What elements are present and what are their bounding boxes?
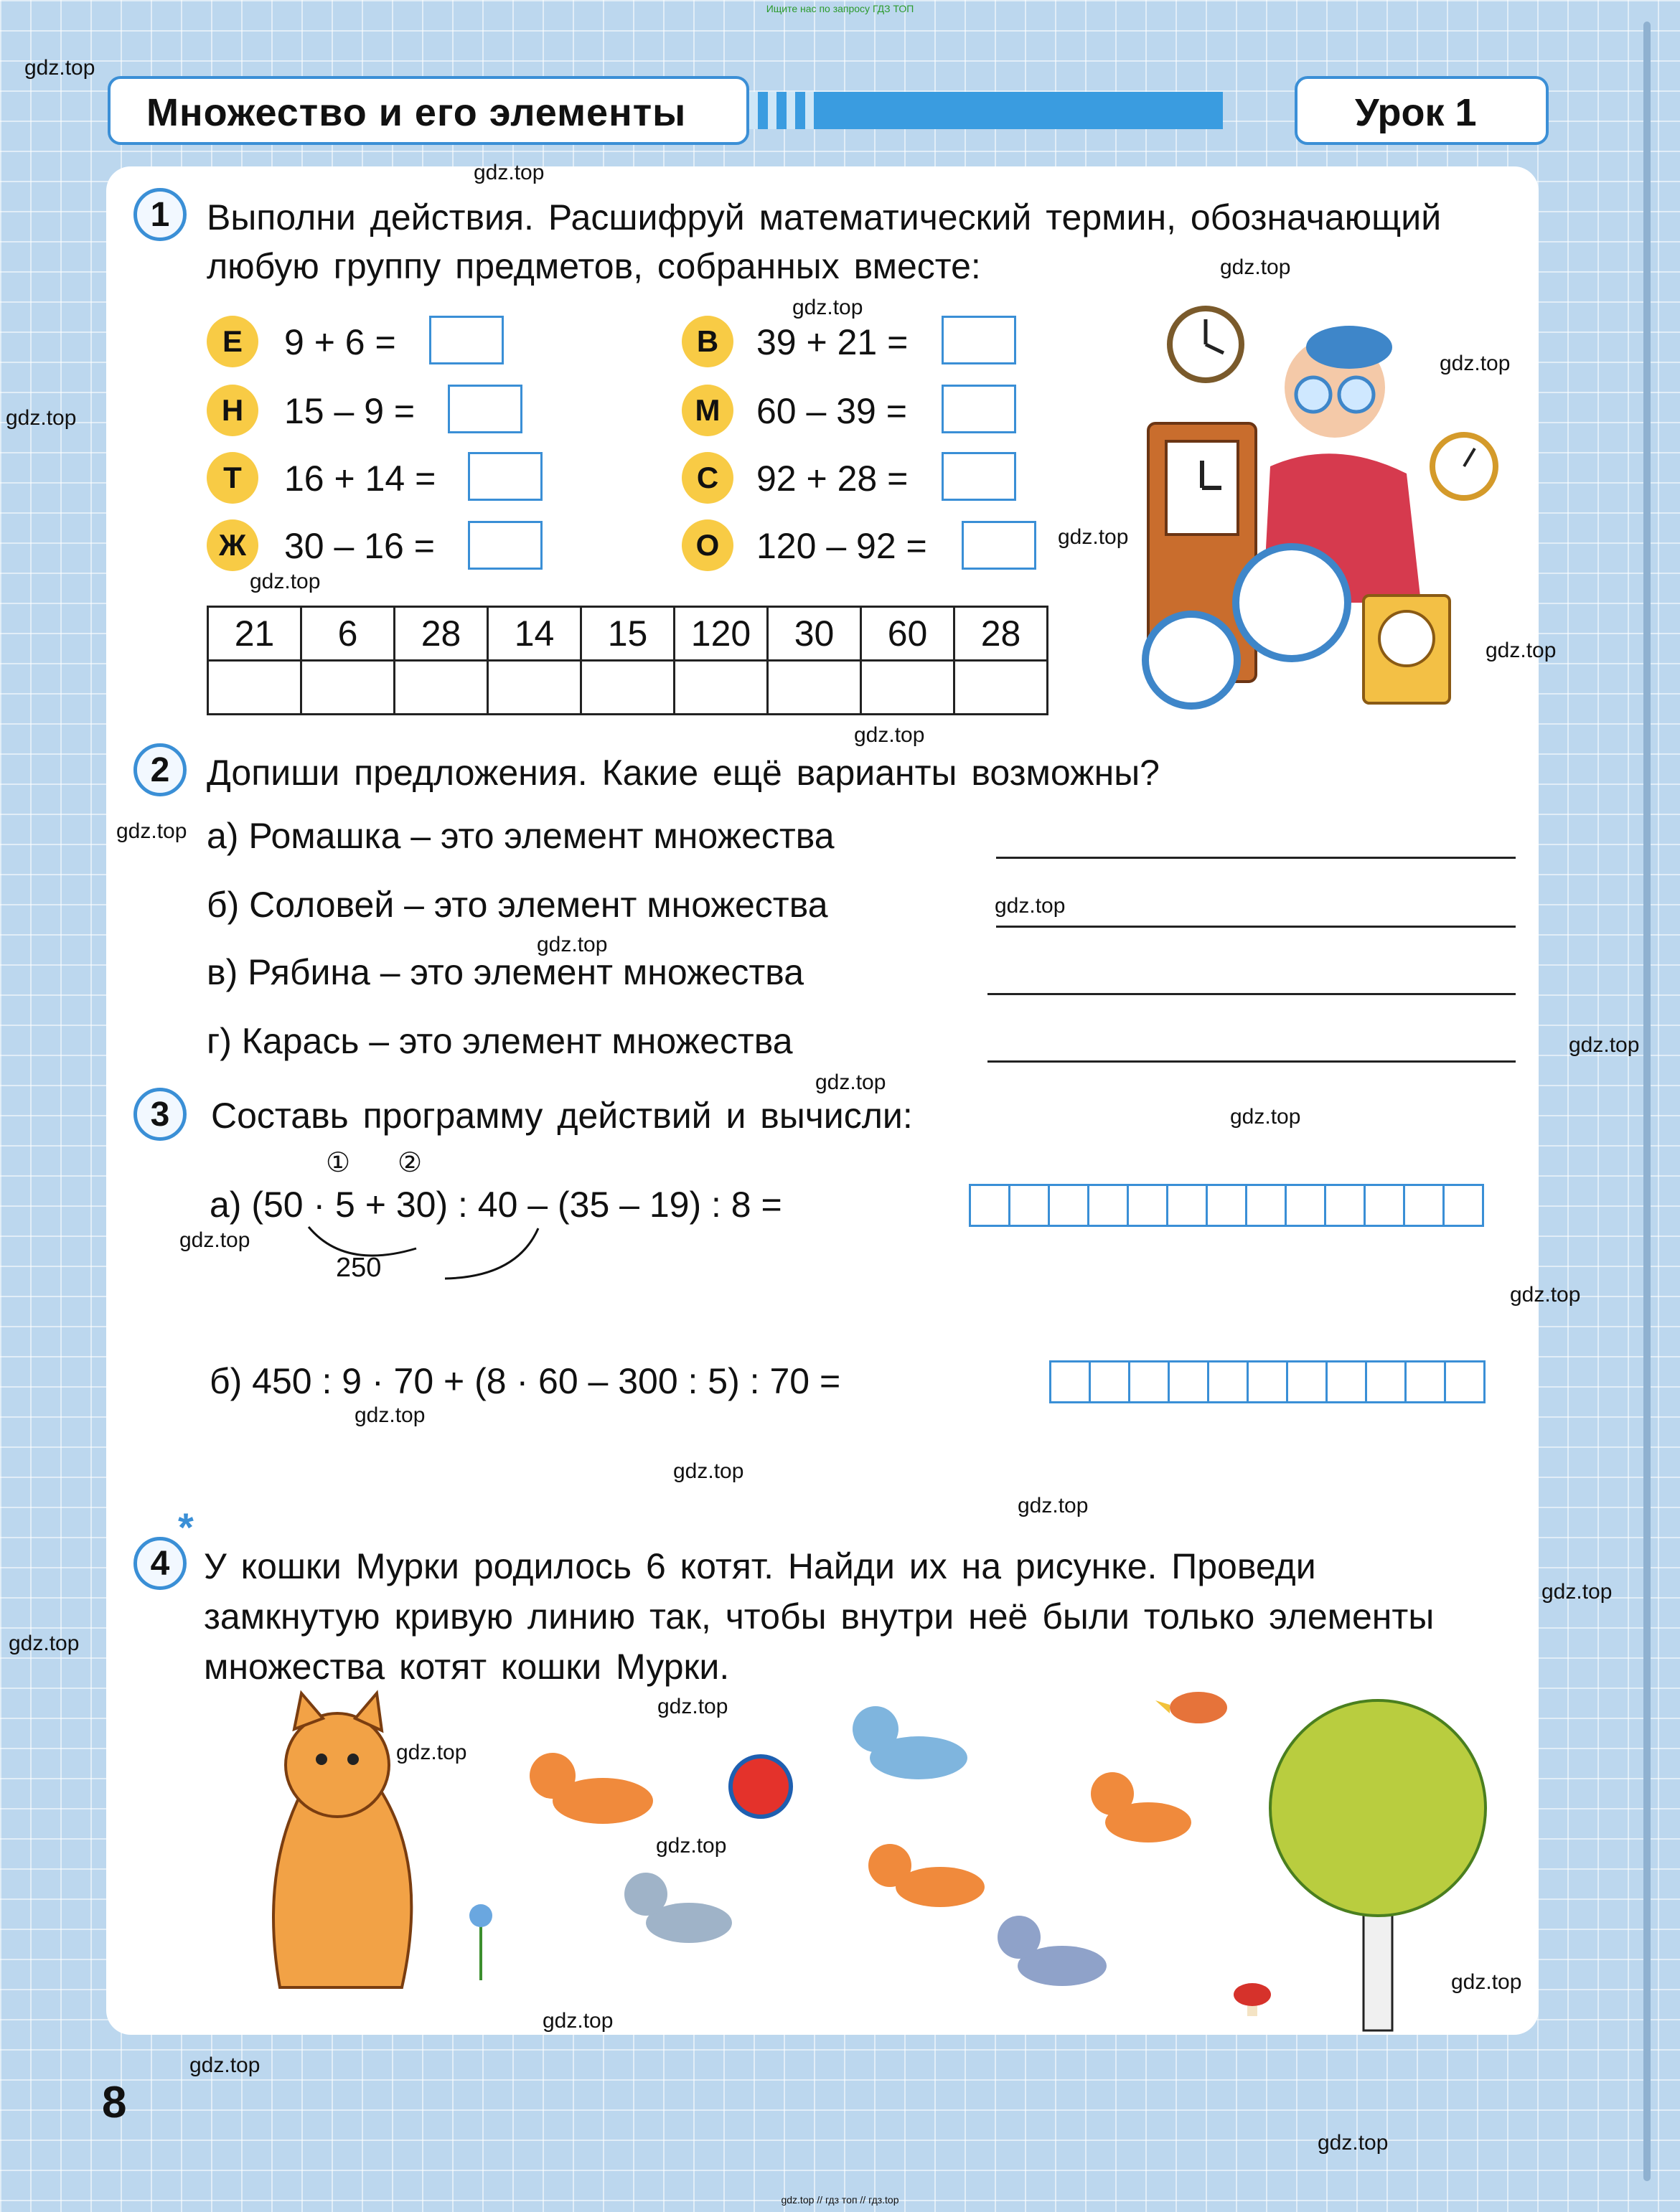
watermark: gdz.top: [1230, 1105, 1301, 1129]
step-mark-2: ②: [398, 1148, 423, 1178]
task4-text-line2: замкнутую кривую линию так, чтобы внутри неё были только элементы: [204, 1596, 1435, 1637]
task-number-1: 1: [133, 188, 187, 241]
bottom-note: gdz.top // гдз топ // гдз.top: [781, 2194, 899, 2206]
watermark: gdz.top: [815, 1070, 886, 1094]
answer-box[interactable]: [429, 316, 504, 364]
letter-input-cell[interactable]: [301, 661, 395, 715]
watermark: gdz.top: [1018, 1494, 1089, 1517]
top-note: Ищите нас по запросу ГДЗ ТОП: [766, 3, 914, 14]
expression: 92 + 28 =: [756, 458, 909, 499]
expression: 9 + 6 =: [284, 322, 396, 362]
mushroom-icon: [1234, 1983, 1271, 2016]
kitten-icon: [868, 1844, 985, 1907]
kittens-illustration: [215, 1679, 1507, 2052]
watermark: gdz.top: [1541, 1580, 1613, 1604]
table-number-cell: 28: [395, 607, 488, 661]
title-box: [108, 76, 749, 145]
letter-input-cell[interactable]: [395, 661, 488, 715]
task1-text-line1: Выполни действия. Расшифруй математический термин, обозначающий: [207, 197, 1442, 237]
task2-text: Допиши предложения. Какие ещё варианты возможны?: [207, 753, 1160, 793]
table-number-cell: 120: [675, 607, 768, 661]
answer-box[interactable]: [468, 521, 543, 570]
expression: 30 – 16 =: [284, 526, 435, 566]
table-number-cell: 15: [581, 607, 675, 661]
step-mark-1: ①: [326, 1148, 351, 1178]
watermark: gdz.top: [995, 894, 1066, 918]
table-number-cell: 60: [861, 607, 954, 661]
watermark: gdz.top: [1440, 352, 1511, 375]
watermark: gdz.top: [1486, 639, 1557, 662]
star-mark: *: [178, 1505, 194, 1550]
watermark: gdz.top: [854, 723, 925, 747]
answer-line[interactable]: [987, 993, 1516, 995]
table-number-cell: 28: [954, 607, 1048, 661]
expression: 60 – 39 =: [756, 391, 907, 431]
kitten-icon: [1091, 1772, 1191, 1842]
letter-badge: Т: [207, 452, 258, 504]
expression: 120 – 92 =: [756, 526, 927, 566]
watermark: gdz.top: [792, 296, 863, 319]
table-number-cell: 30: [768, 607, 861, 661]
answer-box[interactable]: [468, 452, 543, 501]
sentence-item: а) Ромашка – это элемент множества: [207, 816, 835, 856]
letter-input-cell[interactable]: [581, 661, 675, 715]
watermark: gdz.top: [1569, 1033, 1640, 1057]
letter-input-cell[interactable]: [861, 661, 954, 715]
letter-badge: Ж: [207, 519, 258, 571]
task-number-2: 2: [133, 743, 187, 796]
task4-text-line1: У кошки Мурки родилось 6 котят. Найди их на рисунке. Проведи: [204, 1546, 1316, 1586]
watermark: gdz.top: [189, 2053, 261, 2077]
letter-input-cell[interactable]: [488, 661, 581, 715]
letter-badge: М: [682, 385, 733, 436]
lesson-label: Урок 1: [1355, 91, 1477, 134]
watermark: gdz.top: [250, 570, 321, 593]
answer-cells-a[interactable]: [969, 1184, 1482, 1227]
letter-badge: Е: [207, 316, 258, 367]
table-row: [208, 661, 1048, 715]
letter-badge: С: [682, 452, 733, 504]
letter-input-cell[interactable]: [208, 661, 301, 715]
flower-icon: [469, 1904, 492, 1980]
task1-text-line2: любую группу предметов, собранных вместе:: [207, 246, 981, 286]
task-number-4: 4: [133, 1537, 187, 1590]
binder-edge: [1643, 22, 1651, 2181]
answer-box[interactable]: [962, 521, 1036, 570]
watermark: gdz.top: [537, 933, 608, 956]
partial-result: 250: [336, 1253, 382, 1283]
watermark: gdz.top: [396, 1741, 467, 1764]
kitten-icon: [530, 1753, 653, 1824]
watermark: gdz.top: [1510, 1283, 1581, 1307]
decode-table: [207, 606, 1048, 715]
kitten-icon: [853, 1706, 967, 1779]
answer-box[interactable]: [942, 385, 1016, 433]
expression-b: б) 450 : 9 · 70 + (8 · 60 – 300 : 5) : 70 =: [210, 1361, 841, 1401]
ball-icon: [731, 1756, 791, 1817]
watermark: gdz.top: [6, 406, 77, 430]
watermark: gdz.top: [474, 161, 545, 184]
task-number-3: 3: [133, 1088, 187, 1141]
title-band: [749, 92, 1223, 129]
sentence-item: б) Соловей – это элемент множества: [207, 885, 828, 925]
watermark: gdz.top: [355, 1403, 426, 1427]
letter-input-cell[interactable]: [675, 661, 768, 715]
answer-box[interactable]: [942, 316, 1016, 364]
page-number: 8: [102, 2078, 127, 2127]
letter-input-cell[interactable]: [768, 661, 861, 715]
watermark: gdz.top: [656, 1834, 727, 1858]
letter-badge: В: [682, 316, 733, 367]
watermark: gdz.top: [179, 1228, 250, 1252]
task4-text-line3: множества котят кошки Мурки.: [204, 1647, 730, 1687]
expression: 16 + 14 =: [284, 458, 436, 499]
letter-input-cell[interactable]: [954, 661, 1048, 715]
watermark: gdz.top: [1318, 2131, 1389, 2155]
lesson-box: [1295, 76, 1549, 145]
watermark: gdz.top: [116, 819, 187, 843]
page-title: Множество и его элементы: [146, 91, 687, 134]
watermark: gdz.top: [9, 1632, 80, 1655]
answer-box[interactable]: [448, 385, 522, 433]
answer-line[interactable]: [996, 857, 1516, 859]
answer-line[interactable]: [996, 926, 1516, 928]
bird-icon: [1155, 1692, 1227, 1723]
answer-box[interactable]: [942, 452, 1016, 501]
sentence-item: в) Рябина – это элемент множества: [207, 952, 804, 992]
watermark: gdz.top: [1451, 1970, 1522, 1994]
mother-cat-icon: [273, 1693, 411, 1987]
kitten-icon: [998, 1916, 1107, 1986]
table-number-cell: 6: [301, 607, 395, 661]
letter-badge: О: [682, 519, 733, 571]
answer-cells-b[interactable]: [1049, 1360, 1483, 1403]
table-row: [208, 607, 1048, 661]
watermark: gdz.top: [1058, 525, 1129, 549]
kitten-icon: [624, 1873, 732, 1943]
watermark: gdz.top: [673, 1459, 744, 1483]
watermark: gdz.top: [543, 2009, 614, 2033]
table-number-cell: 21: [208, 607, 301, 661]
table-number-cell: 14: [488, 607, 581, 661]
watermark: gdz.top: [24, 56, 95, 80]
expression: 15 – 9 =: [284, 391, 416, 431]
answer-line[interactable]: [987, 1060, 1516, 1063]
expression: 39 + 21 =: [756, 322, 909, 362]
watermark: gdz.top: [657, 1695, 728, 1718]
sentence-item: г) Карась – это элемент множества: [207, 1021, 793, 1061]
expression-a: а) (50 · 5 + 30) : 40 – (35 – 19) : 8 =: [210, 1185, 782, 1225]
watermark: gdz.top: [1220, 255, 1291, 279]
task3-text: Составь программу действий и вычисли:: [211, 1096, 913, 1136]
letter-badge: Н: [207, 385, 258, 436]
